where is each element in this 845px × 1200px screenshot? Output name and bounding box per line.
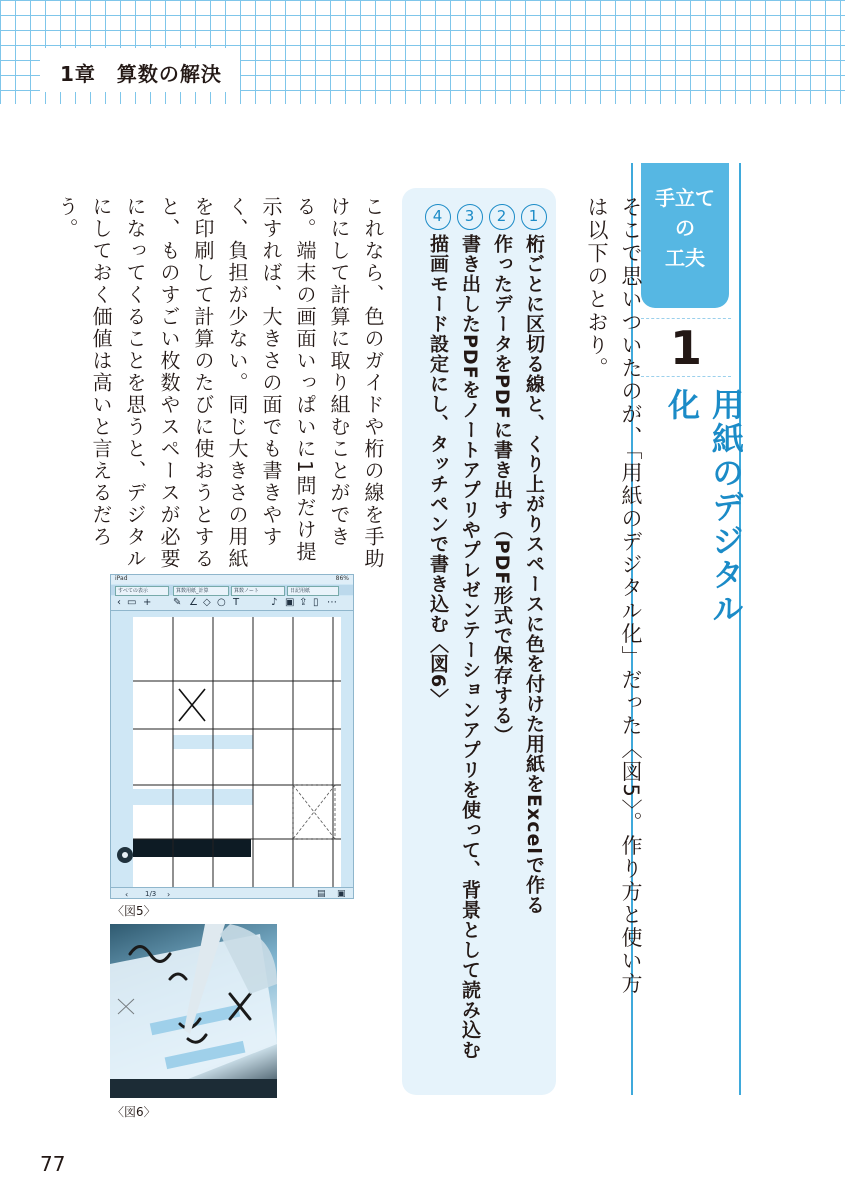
heading-divider [641,376,731,377]
tip-badge [641,163,729,308]
body-paragraph: これなら、色のガイドや桁の線を手助けにして計算に取り組むことができる。端末の画面いっぱいに1問だけ提示すれば、大きさの面でも書きやすく、負担が少ない。同じ大きさの用紙を印刷して計算のたびに使おうとすると、ものすごい枚数やスペースが必要になってくることを思うと、デジタルにしておく価値は高いと言えるだろう。 [55,196,385,570]
page-number: 77 [40,1152,66,1176]
next-page-icon[interactable]: › [167,890,171,899]
toolbar [111,596,353,611]
heading-rule-right [739,163,741,1095]
heading-divider [641,318,731,319]
step-text: 書き出したPDFをノートアプリやプレゼンテーションアプリを使って、背景として読み込む [459,234,481,1060]
tip-number: 1 [669,321,702,375]
text-icon[interactable]: T [233,597,240,608]
calculation-sheet [133,617,341,887]
tip-title: 用紙のデジタル化 [663,388,745,626]
chapter-header [40,48,240,92]
status-left: iPad [115,575,128,582]
status-bar [111,575,353,584]
step-number: 2 [489,204,515,230]
bookmark-icon[interactable]: ▯ [313,597,319,608]
tab-all[interactable]: すべての表示 [115,586,169,596]
tip-badge-label: 手立て の 工夫 [655,186,715,270]
page-indicator: 1/3 [145,890,157,898]
step-text: 描画モード設定にし、タッチペンで書き込む〈図6〉 [427,234,449,709]
edit-icon[interactable]: ▤ [317,889,326,899]
prev-page-icon[interactable]: ‹ [125,890,129,899]
handwritten-x-mark [179,689,205,721]
step-number: 3 [457,204,483,230]
steps-box [402,188,556,1095]
intro-paragraph: そこで思いついたのが、「用紙のデジタル化」だった〈図5〉。作り方と使い方は以下のとおり。 [585,196,643,996]
step-text: 作ったデータをPDFに書き出す（PDF形式で保存する） [491,234,513,746]
back-icon[interactable]: ‹ [117,597,121,608]
share-icon[interactable]: ⇪ [299,597,308,608]
tab-bar [111,585,353,595]
steps-list [410,204,550,1084]
step-item [422,204,454,1084]
figure-6-photo [110,924,277,1098]
figure-5-caption: 〈図5〉 [112,904,156,918]
step-text: 桁ごとに区切る線と、くり上がりスペースに色を付けた用紙をExcelで作る [523,234,545,915]
tab-notebook[interactable]: 算数ノート [231,586,285,596]
highlighter-icon[interactable]: ∠ [189,597,198,608]
figure-5-screenshot [110,574,354,899]
image-icon[interactable]: ▣ [285,597,295,608]
image-icon[interactable]: ▣ [337,889,346,899]
add-icon[interactable]: + [143,597,152,608]
pen-icon[interactable]: ✎ [173,597,182,608]
battery-level: 86% [335,575,349,582]
tab-diary[interactable]: 日記用紙 [287,586,339,596]
step-item [454,204,486,1084]
chapter-label: 1章 算数の解決 [60,62,222,86]
more-icon[interactable]: ⋯ [327,597,337,608]
step-item [486,204,518,1084]
folder-icon[interactable]: ▭ [127,597,137,608]
mic-icon[interactable]: ♪ [271,597,278,608]
tab-sheet[interactable]: 算数用紙_計算 [173,586,229,596]
step-item [518,204,550,1084]
drag-handle[interactable] [117,847,133,863]
figure-6-caption: 〈図6〉 [112,1105,156,1119]
step-number: 1 [521,204,547,230]
bottom-bar [111,887,353,899]
lasso-icon[interactable]: ○ [217,597,226,608]
eraser-icon[interactable]: ◇ [203,597,211,608]
handwriting-photo [110,924,277,1098]
calculation-grid [133,617,341,887]
step-number: 4 [425,204,451,230]
